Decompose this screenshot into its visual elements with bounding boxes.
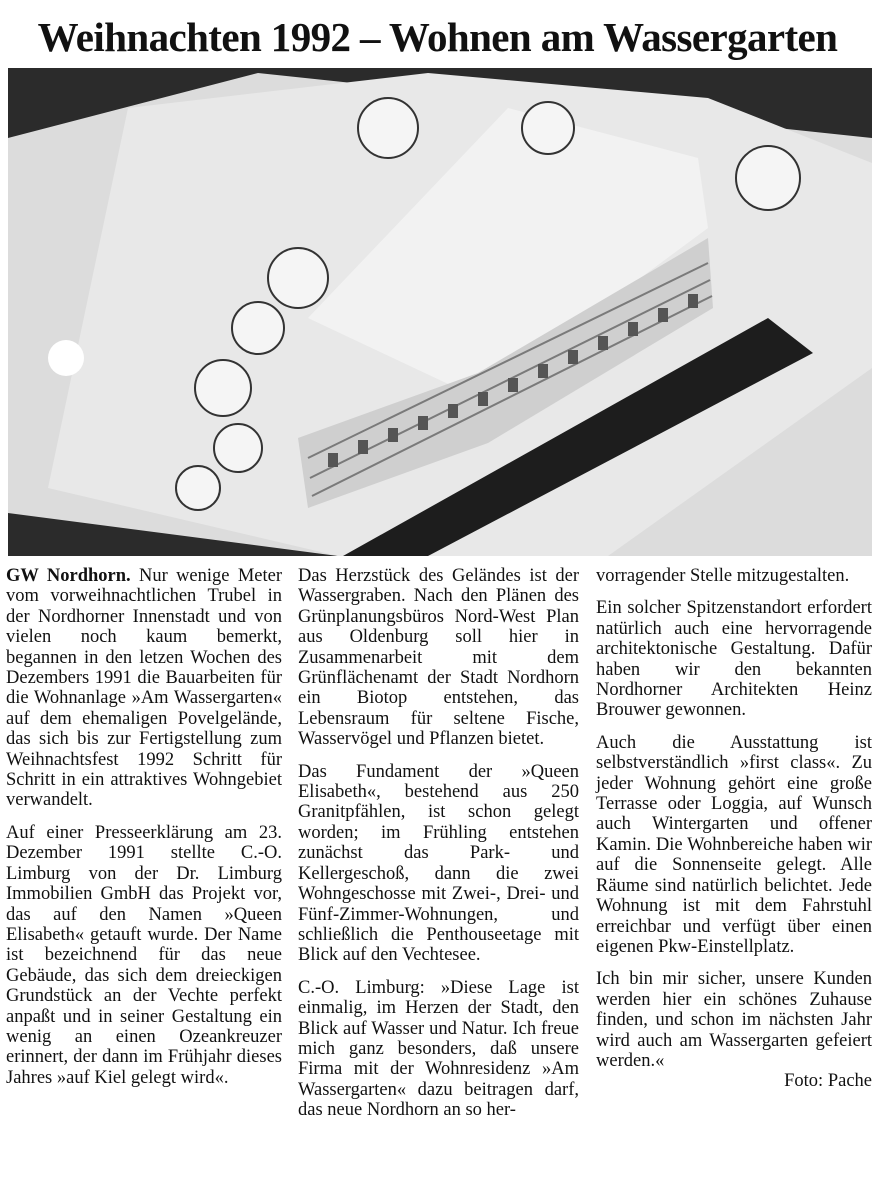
- dateline: GW Nordhorn.: [6, 566, 131, 586]
- paragraph: Das Herzstück des Geländes ist der Wassergraben. Nach den Plänen des Grünplanungsbüros Nord-West Plan aus Oldenburg soll hier in Zusammenarbeit mit dem Grünflächenamt der Stadt Nordhorn ein Biotop entstehen, das Lebensraum für seltene Fische, Wasservögel und Pflanzen bietet.: [298, 566, 579, 750]
- paragraph: [6, 566, 282, 811]
- column-3: [596, 566, 872, 1092]
- paragraph-text: Nur wenige Meter vom vorweihnachtlichen Trubel in der Nordhorner Innenstadt und von vielen noch kaum bemerkt, begannen in den letzen Wochen des Dezembers 1991 die Bauarbeiten für die Wohnanlage »Am Wassergarten« auf dem ehemaligen Povelgelände, das sich bis zur Fertigstellung zum Weihnachtsfest 1992 Schritt für Schritt in ein attraktives Wohngebiet verwandelt.: [6, 566, 282, 811]
- paragraph: Das Fundament der »Queen Elisabeth«, bestehend aus 250 Granitpfählen, ist schon gelegt worden; im Frühling entstehen zunächst das Park- und Kellergeschoß, dann die zwei Wohngeschosse mit Zwei-, Drei- und Fünf-Zimmer-Wohnungen, und schließlich die Penthouseetage mit Blick auf den Vechtesee.: [298, 761, 579, 966]
- paragraph: vorragender Stelle mitzugestalten.: [596, 566, 850, 586]
- column-2: [298, 566, 579, 1133]
- architectural-model-photo: [8, 68, 872, 556]
- photo-credit: Foto: Pache: [784, 1071, 872, 1092]
- paragraph: Auf einer Presseerklärung am 23. Dezember 1991 stellte C.-O. Limburg von der Dr. Limburg Immobilien GmbH das Projekt vor, das auf den Namen »Queen Elisabeth« getauft wurde. Der Name ist bezeichnend für das neue Gebäude, das sich dem dreieckigen Grundstück an der Vechte perfekt anpaßt und in seiner Gestaltung ein wenig an einen Ozeankreuzer erinnert, der dann im Frühjahr dieses Jahres »auf Kiel gelegt wird«.: [6, 822, 282, 1088]
- paragraph: Ich bin mir sicher, unsere Kunden werden hier ein schönes Zuhause finden, und schon im nächsten Jahr wird auch am Wassergarten gefeiert werden.«: [596, 969, 872, 1071]
- paragraph: C.-O. Limburg: »Diese Lage ist einmalig, im Herzen der Stadt, den Blick auf Wasser und Natur. Ich freue mich ganz besonders, daß unsere Firma mit der Wohnresidenz »Am Wassergarten« dazu beitragen darf, das neue Nordhorn an so her-: [298, 977, 579, 1121]
- column-1: [6, 566, 282, 1100]
- paragraph: Ein solcher Spitzenstandort erfordert natürlich auch eine hervorragende architektonische Gestaltung. Dafür haben wir den bekannten Nordhorner Architekten Heinz Brouwer gewonnen.: [596, 598, 872, 721]
- headline: Weihnachten 1992 – Wohnen am Wassergarten: [37, 14, 838, 60]
- paragraph: Auch die Ausstattung ist selbstverständlich »first class«. Zu jeder Wohnung gehört eine große Terrasse oder Loggia, auf Wunsch auch Wintergarten und offener Kamin. Die Wohnbereiche haben wir auf die Sonnenseite gelegt. Alle Räume sind natürlich belichtet. Jede Wohnung ist mit dem Fahrstuhl erreichbar und verfügt über einen eigenen Pkw-Einstellplatz.: [596, 732, 872, 957]
